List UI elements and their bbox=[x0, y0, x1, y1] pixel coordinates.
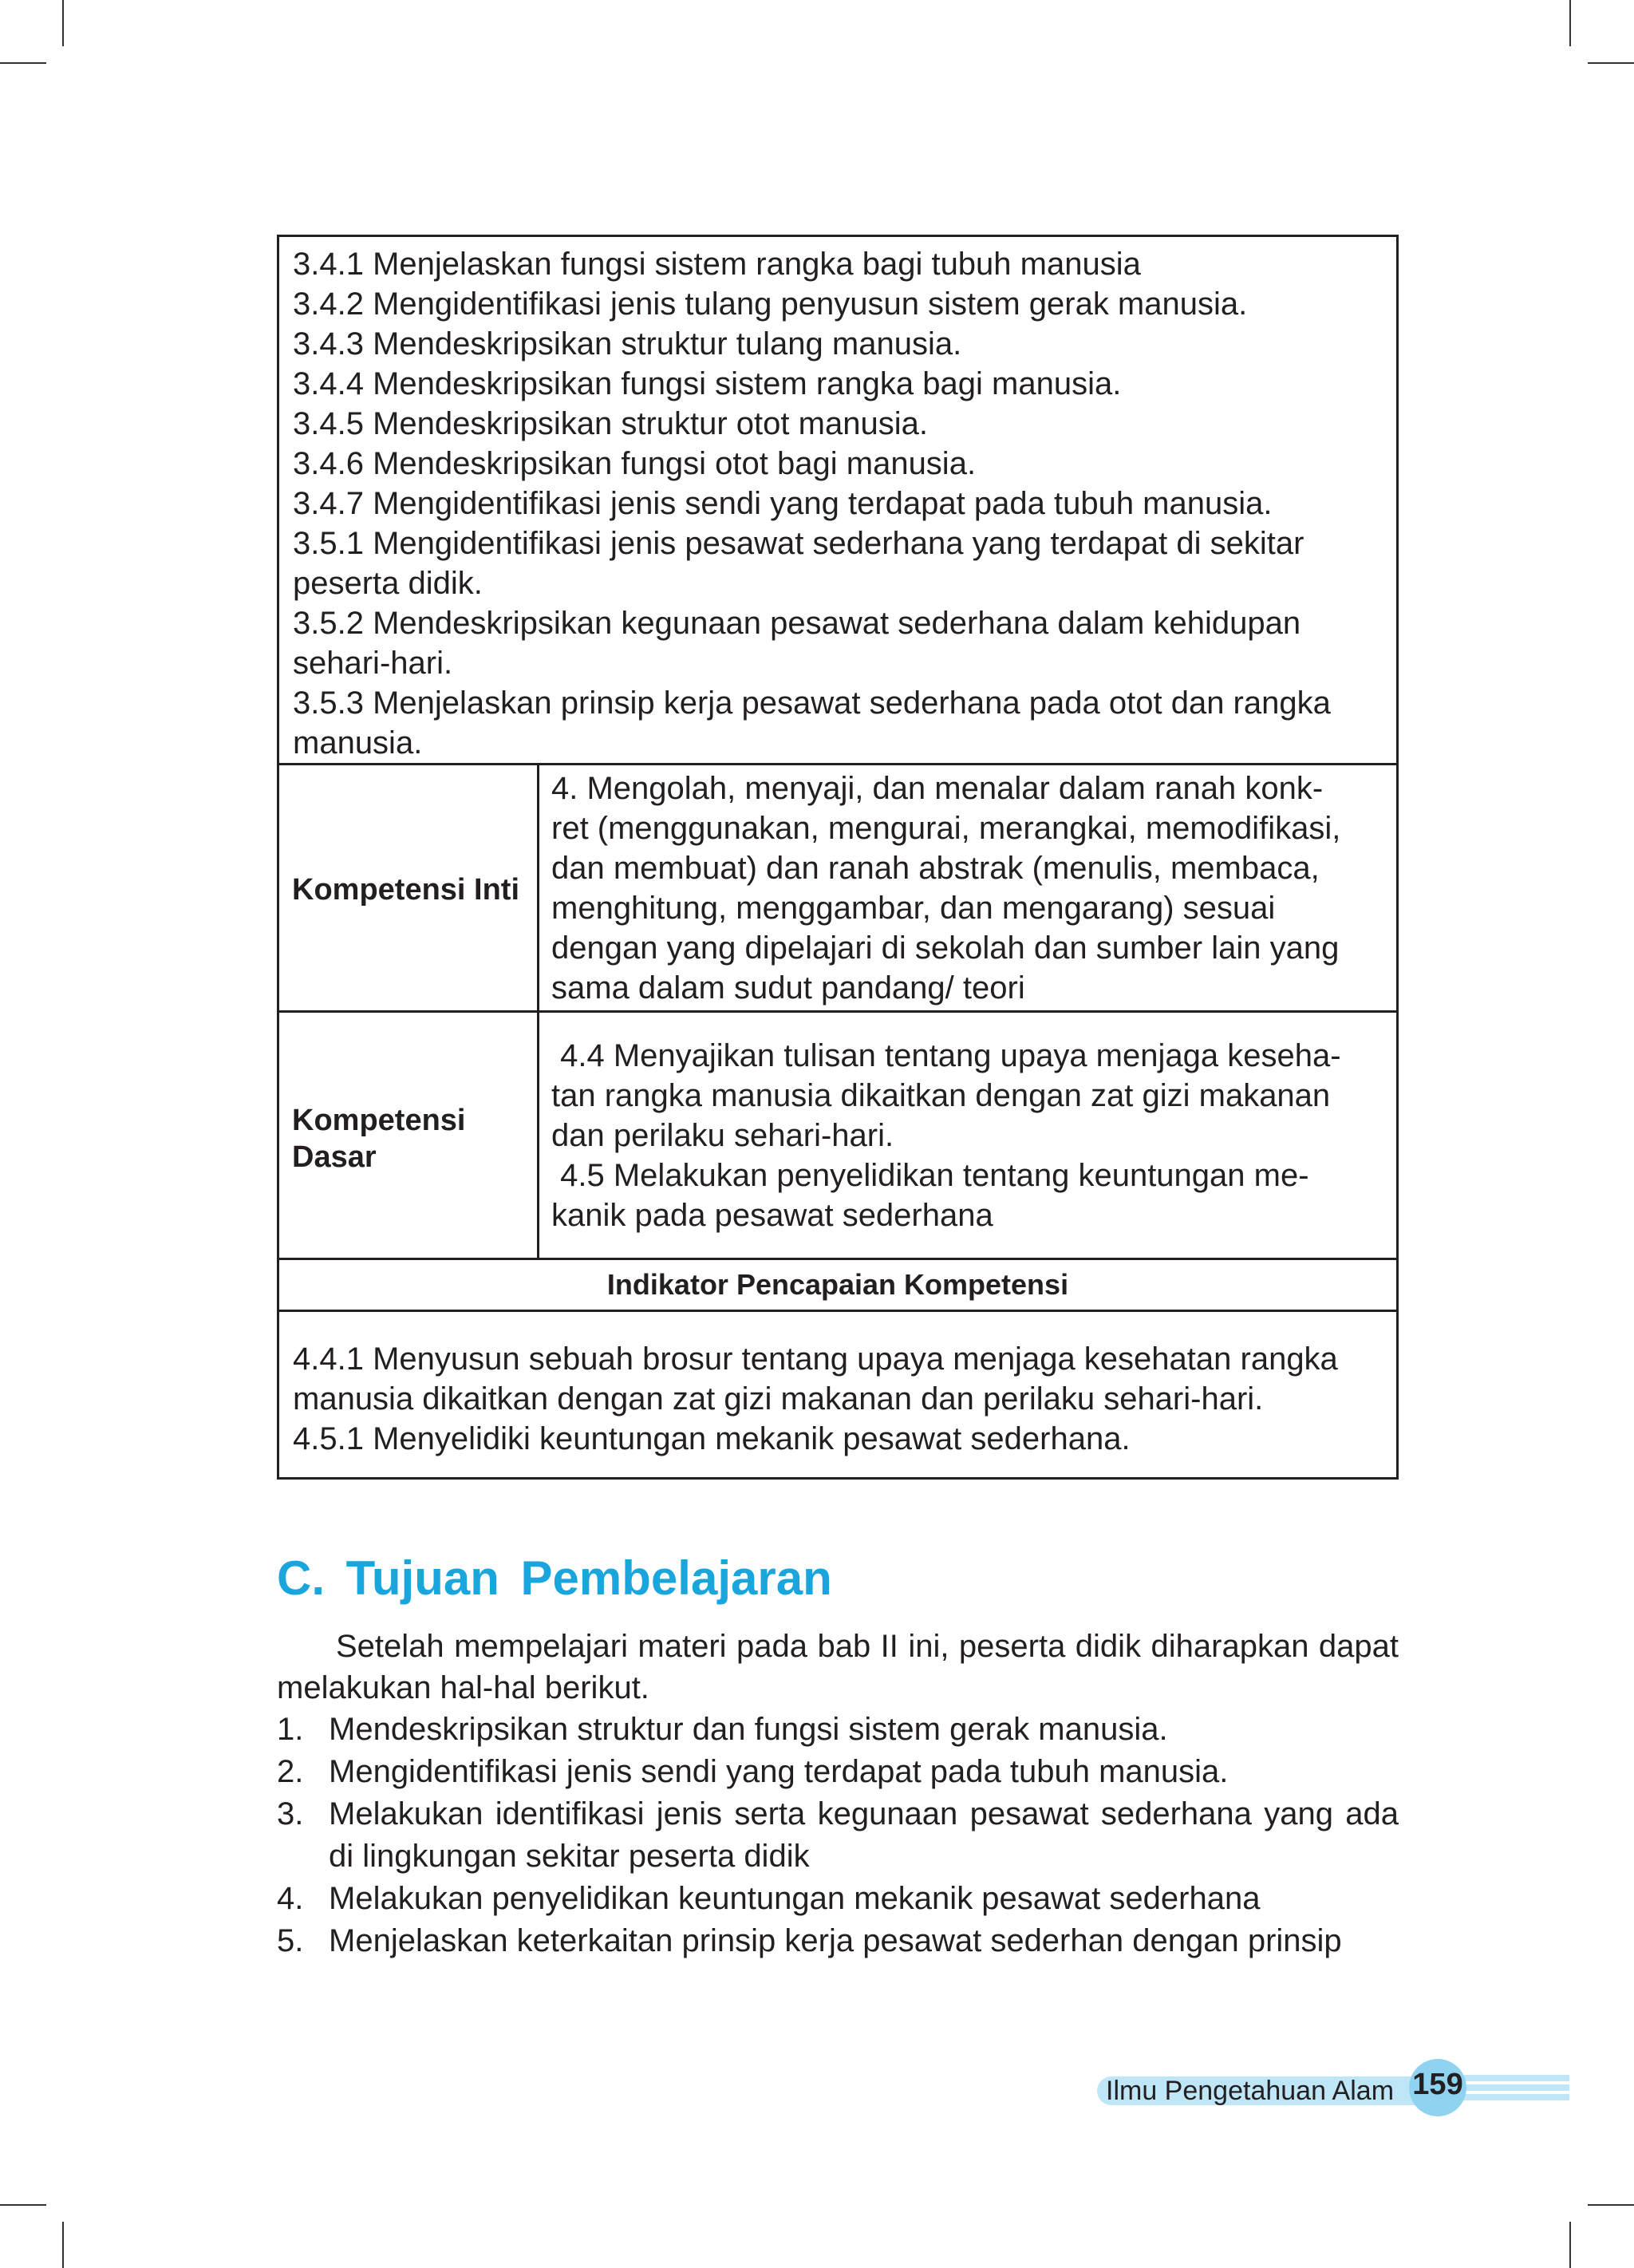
footer-subject: Ilmu Pengetahuan Alam bbox=[1106, 2076, 1395, 2106]
list-number: 5. bbox=[277, 1923, 304, 1958]
kompetensi-inti-label-cell bbox=[279, 765, 539, 1010]
page-number: 159 bbox=[1412, 2068, 1463, 2101]
ki-line: ret (menggunakan, mengurai, merangkai, memodifikasi, bbox=[551, 811, 1341, 846]
section-intro: Setelah mempelajari materi pada bab II ini, peserta didik diharapkan dapat melakukan hal-hal berikut. bbox=[277, 1629, 1399, 1705]
kompetensi-dasar-label-cell bbox=[279, 1013, 539, 1258]
footer-stripe bbox=[1456, 2094, 1569, 2100]
list-item bbox=[277, 1878, 1399, 1920]
kd-line: tan rangka manusia dikaitkan dengan zat gizi makanan bbox=[551, 1078, 1331, 1113]
ipk-line: 4.4.1 Menyusun sebuah brosur tentang upaya menjaga kesehatan rangka bbox=[293, 1341, 1338, 1377]
ki-line: dan membuat) dan ranah abstrak (menulis, membaca, bbox=[551, 851, 1320, 886]
list-item bbox=[277, 1920, 1399, 1962]
indicator-line: 3.4.3 Mendeskripsikan struktur tulang manusia. bbox=[293, 326, 962, 362]
crop-mark bbox=[0, 2204, 46, 2206]
objectives-list bbox=[277, 1709, 1399, 1962]
kompetensi-inti-row bbox=[277, 763, 1399, 1013]
ipk-header-row bbox=[277, 1258, 1399, 1312]
kompetensi-dasar-row bbox=[277, 1010, 1399, 1260]
list-number: 4. bbox=[277, 1881, 304, 1916]
ki-line: dengan yang dipelajari di sekolah dan sumber lain yang bbox=[551, 931, 1340, 966]
ipk-line: 4.5.1 Menyelidiki keuntungan mekanik pesawat sederhana. bbox=[293, 1421, 1131, 1456]
indicator-line: 3.5.2 Mendeskripsikan kegunaan pesawat sederhana dalam kehidupan bbox=[293, 606, 1301, 641]
ki-line: menghitung, menggambar, dan mengarang) sesuai bbox=[551, 891, 1276, 926]
footer-stripe bbox=[1456, 2084, 1569, 2091]
crop-mark bbox=[62, 2222, 64, 2268]
indicator-line: 3.4.7 Mengidentifikasi jenis sendi yang terdapat pada tubuh manusia. bbox=[293, 486, 1273, 521]
kd-line: kanik pada pesawat sederhana bbox=[551, 1198, 993, 1233]
indicator-line: peserta didik. bbox=[293, 566, 483, 601]
indicator-line: manusia. bbox=[293, 725, 423, 761]
ki-line: sama dalam sudut pandang/ teori bbox=[551, 970, 1025, 1006]
list-text: Menjelaskan keterkaitan prinsip kerja pesawat sederhan dengan prinsip bbox=[329, 1923, 1342, 1958]
indicator-line: 3.4.2 Mengidentifikasi jenis tulang penyusun sistem gerak manusia. bbox=[293, 286, 1248, 322]
indicator-line: 3.5.3 Menjelaskan prinsip kerja pesawat sederhana pada otot dan rangka bbox=[293, 686, 1331, 721]
indicator-line: 3.4.4 Mendeskripsikan fungsi sistem rangka bagi manusia. bbox=[293, 366, 1122, 401]
list-text: Mendeskripsikan struktur dan fungsi sistem gerak manusia. bbox=[329, 1712, 1168, 1747]
kd-line: 4.4 Menyajikan tulisan tentang upaya menjaga keseha- bbox=[551, 1038, 1341, 1073]
list-number: 1. bbox=[277, 1712, 304, 1747]
crop-mark bbox=[1588, 2204, 1634, 2206]
list-item bbox=[277, 1793, 1399, 1878]
crop-mark bbox=[0, 62, 46, 64]
list-text: Melakukan penyelidikan keuntungan mekanik pesawat sederhana bbox=[329, 1881, 1261, 1916]
list-item bbox=[277, 1751, 1399, 1793]
crop-mark bbox=[1588, 62, 1634, 64]
kd-line: 4.5 Melakukan penyelidikan tentang keuntungan me- bbox=[551, 1158, 1309, 1193]
indicator-line: 3.4.6 Mendeskripsikan fungsi otot bagi manusia. bbox=[293, 446, 977, 481]
list-text: Mengidentifikasi jenis sendi yang terdapat pada tubuh manusia. bbox=[329, 1754, 1229, 1789]
indicator-line: 3.4.5 Mendeskripsikan struktur otot manusia. bbox=[293, 406, 928, 441]
kd-line: dan perilaku sehari-hari. bbox=[551, 1118, 894, 1153]
section-title: C. Tujuan Pembelajaran bbox=[277, 1551, 832, 1605]
crop-mark bbox=[1569, 0, 1571, 46]
kompetensi-inti-label: Kompetensi Inti bbox=[292, 873, 520, 907]
indicator-line: 3.4.1 Menjelaskan fungsi sistem rangka bagi tubuh manusia bbox=[293, 247, 1141, 282]
ipk-header: Indikator Pencapaian Kompetensi bbox=[606, 1268, 1069, 1301]
crop-mark bbox=[1569, 2222, 1571, 2268]
footer-stripe bbox=[1456, 2075, 1569, 2081]
list-number: 2. bbox=[277, 1754, 304, 1789]
ki-line: 4. Mengolah, menyaji, dan menalar dalam ranah konk- bbox=[551, 771, 1324, 806]
crop-mark bbox=[62, 0, 64, 46]
indicators-table-top bbox=[277, 235, 1399, 765]
list-text: Melakukan identifikasi jenis serta kegunaan pesawat sederhana yang ada di lingkungan sekitar peserta didik bbox=[329, 1796, 1399, 1874]
kompetensi-dasar-label bbox=[292, 1102, 465, 1175]
kompetensi-dasar-label-line: Dasar bbox=[292, 1140, 377, 1174]
ipk-content-row bbox=[277, 1310, 1399, 1480]
kompetensi-dasar-content bbox=[551, 1036, 1341, 1235]
list-number: 3. bbox=[277, 1796, 304, 1831]
indicator-line: sehari-hari. bbox=[293, 646, 453, 681]
list-item bbox=[277, 1709, 1399, 1751]
indicator-line: 3.5.1 Mengidentifikasi jenis pesawat sederhana yang terdapat di sekitar bbox=[293, 526, 1304, 561]
kompetensi-dasar-label-line: Kompetensi bbox=[292, 1104, 466, 1137]
kompetensi-inti-content bbox=[551, 769, 1340, 1008]
ipk-line: manusia dikaitkan dengan zat gizi makanan dan perilaku sehari-hari. bbox=[293, 1381, 1264, 1417]
